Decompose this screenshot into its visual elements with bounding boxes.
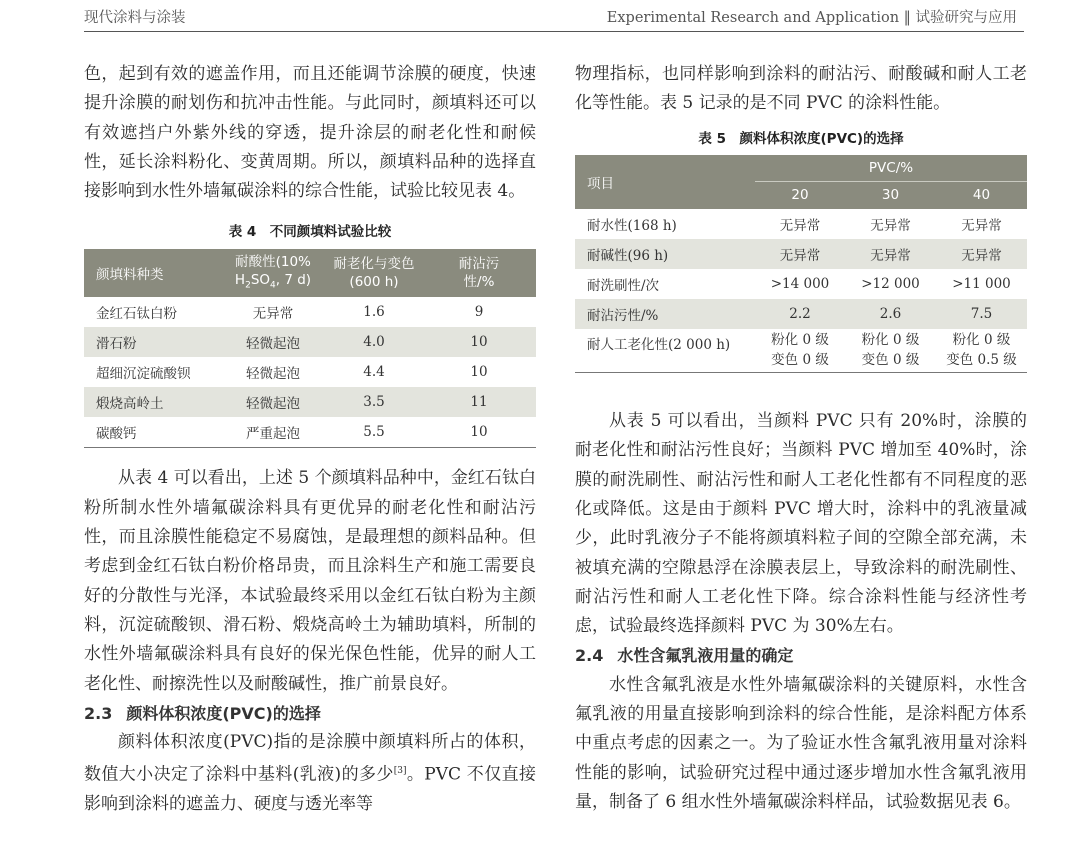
stain-header-line1: 耐沾污 <box>458 256 500 273</box>
table-row <box>84 417 536 448</box>
table-cell: 金红石钛白粉 <box>96 306 177 323</box>
paragraph-text-end: 。PVC 不仅直接影响到涂料的遮盖力、硬度与透光率等 <box>84 765 536 815</box>
table-cell: 5.5 <box>363 424 385 441</box>
paragraph: 色，起到有效的遮盖作用，而且还能调节涂膜的硬度，快速提升涂膜的耐划伤和抗冲击性能。与此同时，颜填料还可以有效遮挡户外紫外线的穿透，提升涂层的耐老化性和耐候性，延长涂料粉化、变黄周期。所以，颜填料品种的选择直接影响到水性外墙氟碳涂料的综合性能，试验比较见表 4。 <box>84 64 536 202</box>
paragraph: 从表 4 可以看出，上述 5 个颜填料品种中，金红石钛白粉所制水性外墙氟碳涂料具有更优异的耐老化性和耐沾污性，而且涂膜性能稳定不易腐蚀，是最理想的颜料品种。但考虑到金红石钛白粉价格昂贵，而且涂料生产和施工需要良好的分散性与光泽，本试验最终采用以金红石钛白粉为主颜料，沉淀硫酸钡、滑石粉、煅烧高岭土为辅助填料，所制的水性外墙氟碳涂料具有良好的保光保色性能，优异的耐人工老化性、耐擦洗性以及耐酸碱性，推广前景良好。 <box>84 468 536 694</box>
right-column <box>575 60 1027 817</box>
table-cell <box>845 329 936 373</box>
table-cell: >12 000 <box>861 275 920 292</box>
section-number: 2.3 <box>84 703 113 723</box>
table5-header-40: 40 <box>936 182 1027 209</box>
table-cell: 耐沾污性/% <box>575 299 755 329</box>
table-cell: 10 <box>422 327 536 357</box>
section-heading-2-3 <box>84 699 536 728</box>
table-cell: 7.5 <box>936 299 1027 329</box>
table5-header-30: 30 <box>845 182 936 209</box>
acid-header-h: H <box>234 271 246 288</box>
section-title: Experimental Research and Application ‖ 试验研究与应用 <box>606 10 1017 26</box>
table-cell: 9 <box>474 304 484 321</box>
table-cell: 无异常 <box>845 239 936 269</box>
table-cell: >14 000 <box>770 275 830 292</box>
table-cell: 4.4 <box>363 364 385 381</box>
paragraph: 物理指标，也同样影响到涂料的耐沾污、耐酸碱和耐人工老化等性能。表 5 记录的是不同 PVC 的涂料性能。 <box>575 64 1027 114</box>
table-cell: 轻微起泡 <box>220 387 326 417</box>
table4 <box>84 249 536 448</box>
section-heading-2-4 <box>575 641 1027 670</box>
paragraph: 从表 5 可以看出，当颜料 PVC 只有 20%时，涂膜的耐老化性和耐沾污性良好；当颜料 PVC 增加至 40%时，涂膜的耐洗刷性、耐沾污性和耐人工老化性都有不同程度的恶化或降低。这是由于颜料 PVC 增大时，涂料中的乳液量减少，此时乳液分子不能将颜填料粒子间的空隙全部充满，未被填充满的空隙悬浮在涂膜表层上，导致涂料的耐洗刷性、耐沾污性和耐人工老化性下降。综合涂料性能与经济性考虑，试验最终选择颜料 PVC 为 30%左右。 <box>575 411 1027 637</box>
table-cell: 无异常 <box>755 239 845 269</box>
table-row <box>575 239 1027 269</box>
table-cell <box>755 329 845 373</box>
table5-header-pvc: PVC/% <box>755 155 1027 182</box>
table-cell: 轻微起泡 <box>220 327 326 357</box>
cell-line: 变色 0 级 <box>771 352 829 369</box>
acid-header-days: , 7 d) <box>275 271 312 288</box>
table5-header-20: 20 <box>755 182 845 209</box>
table5 <box>575 155 1027 374</box>
cell-line: 粉化 0 级 <box>952 332 1011 349</box>
header-rule <box>84 31 1024 32</box>
table-row <box>575 269 1027 299</box>
table-cell: 煅烧高岭土 <box>84 387 220 417</box>
cell-line: 变色 0.5 级 <box>946 352 1017 369</box>
left-column <box>84 60 536 820</box>
journal-title: 现代涂料与涂装 <box>84 10 186 26</box>
table-cell: 11 <box>422 387 536 417</box>
table-cell: 超细沉淀硫酸钡 <box>96 366 191 383</box>
table-cell: 耐水性(168 h) <box>587 217 677 234</box>
table-row <box>84 357 536 387</box>
table4-caption: 表 4 不同颜填料试验比较 <box>228 224 392 241</box>
table-cell: 无异常 <box>961 217 1002 234</box>
paragraph-text: 颜料体积浓度(PVC)指的是涂膜中颜填料所占的体积，数值大小决定了涂料中基料(乳液)的多少 <box>84 732 536 786</box>
table-cell: 4.0 <box>326 327 422 357</box>
table-row <box>84 327 536 357</box>
table-cell: 无异常 <box>870 217 911 234</box>
table-cell: 滑石粉 <box>84 327 220 357</box>
table-cell: 轻微起泡 <box>246 366 300 383</box>
citation-ref: [3] <box>393 766 407 777</box>
table5-caption: 表 5 颜料体积浓度(PVC)的选择 <box>698 130 904 147</box>
aging-header-line1: 耐老化与变色 <box>333 256 415 273</box>
section-title: 水性含氟乳液用量的确定 <box>617 646 794 666</box>
cell-line: 粉化 0 级 <box>771 332 829 349</box>
table5-header-row1 <box>575 155 1027 182</box>
table-cell: >11 000 <box>952 275 1011 292</box>
table4-header-aging <box>326 249 422 297</box>
table-cell: 3.5 <box>326 387 422 417</box>
table-row <box>575 209 1027 239</box>
table-cell: 无异常 <box>936 239 1027 269</box>
table-row <box>575 299 1027 329</box>
acid-header-so: SO <box>250 271 271 288</box>
table-cell: 耐洗刷性/次 <box>587 277 660 294</box>
table-row <box>575 329 1027 373</box>
aging-header-line2: (600 h) <box>349 274 399 291</box>
table4-header-row <box>84 249 536 297</box>
table5-header-item: 项目 <box>575 155 755 209</box>
table-cell: 10 <box>470 424 488 441</box>
table-cell: 1.6 <box>363 304 385 321</box>
section-title: 颜料体积浓度(PVC)的选择 <box>126 703 321 723</box>
table-cell: 2.6 <box>845 299 936 329</box>
table4-header-stain <box>422 249 536 297</box>
acid-header-line1: 耐酸性(10% <box>235 253 311 270</box>
paragraph <box>84 728 536 820</box>
table-cell <box>936 329 1027 373</box>
table-cell: 耐人工老化性(2 000 h) <box>587 336 731 353</box>
table4-header-pigment: 颜填料种类 <box>84 249 220 297</box>
table-row <box>84 387 536 417</box>
table-cell: 碳酸钙 <box>96 426 137 443</box>
table-row <box>84 297 536 327</box>
section-number: 2.4 <box>575 646 604 666</box>
table4-header-acid: 耐酸性(10% $H_2SO_4$, 7 d) <box>220 249 326 297</box>
paragraph: 水性含氟乳液是水性外墙氟碳涂料的关键原料，水性含氟乳液的用量直接影响到涂料的综合性能，是涂料配方体系中重点考虑的因素之一。为了验证水性含氟乳液用量对涂料性能的影响，试验研究过程中通过逐步增加水性含氟乳液用量，制备了 6 组水性外墙氟碳涂料样品，试验数据见表 6。 <box>575 674 1027 812</box>
table-cell: 无异常 <box>252 306 294 323</box>
table-cell: 耐碱性(96 h) <box>575 239 755 269</box>
stain-header-line2: 性/% <box>463 274 495 291</box>
table-cell: 严重起泡 <box>246 426 300 443</box>
table-cell: 无异常 <box>779 217 821 234</box>
table-cell: 10 <box>470 364 488 381</box>
cell-line: 变色 0 级 <box>861 352 920 369</box>
cell-line: 粉化 0 级 <box>861 332 920 349</box>
table-cell: 2.2 <box>755 299 845 329</box>
